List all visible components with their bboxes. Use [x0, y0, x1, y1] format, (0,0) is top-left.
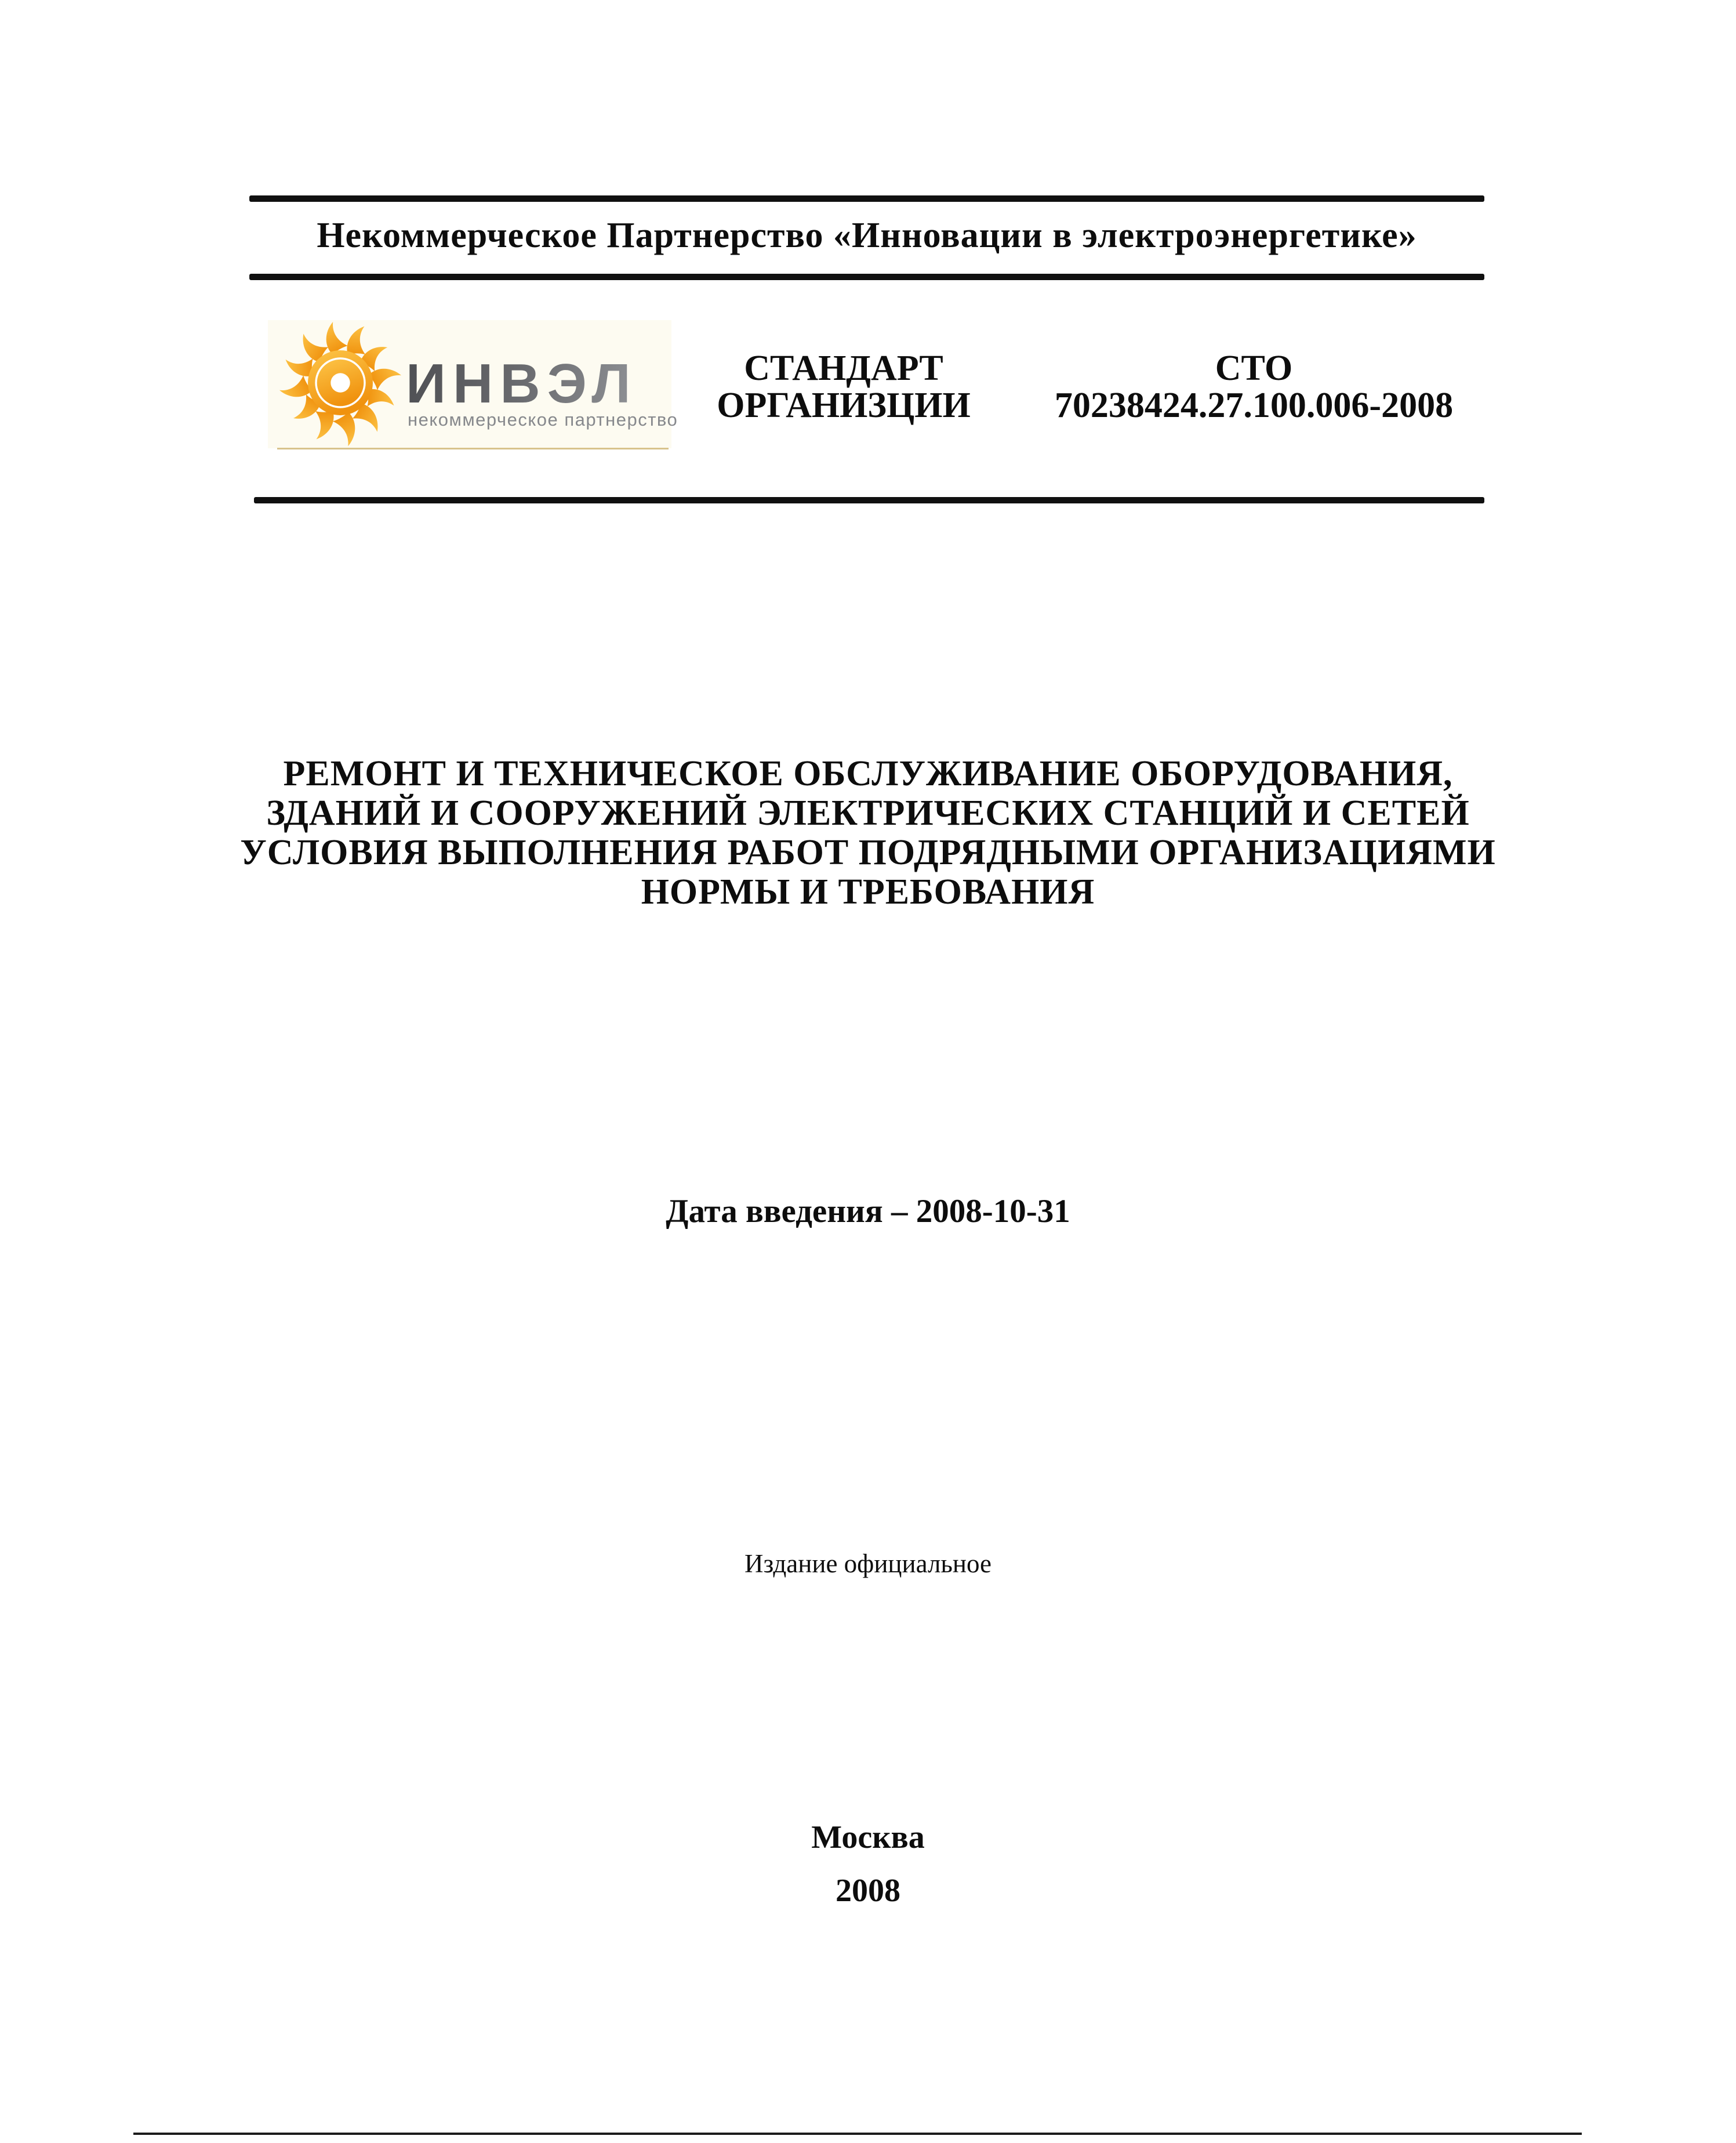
section-rule [254, 497, 1484, 503]
title-line-2: ЗДАНИЙ И СООРУЖЕНИЙ ЭЛЕКТРИЧЕСКИХ СТАНЦИЙ И СЕТЕЙ [266, 793, 1470, 833]
header-rule-top [249, 195, 1484, 202]
title-line-4: НОРМЫ И ТРЕБОВАНИЯ [641, 872, 1095, 912]
doc-code-line1: СТО [1215, 349, 1293, 388]
doc-code-line2: 70238424.27.100.006-2008 [1054, 386, 1454, 425]
logo-underline [277, 448, 669, 449]
effective-date: Дата введения – 2008-10-31 [666, 1193, 1070, 1230]
brand-tagline: некоммерческое партнерство [408, 409, 678, 430]
org-banner: Некоммерческое Партнерство «Инновации в электроэнергетике» [317, 216, 1417, 255]
footer-rule [133, 2133, 1582, 2135]
header-rule-middle [249, 274, 1484, 280]
doc-type-label [707, 350, 980, 424]
publication-year: 2008 [836, 1873, 900, 1909]
doc-type-line1: СТАНДАРТ [744, 349, 943, 388]
brand-name: ИНВЭЛ [406, 353, 638, 415]
doc-code-label [1038, 350, 1470, 424]
sun-swirl-icon [277, 319, 404, 447]
edition-note: Издание официальное [744, 1549, 992, 1578]
doc-type-line2: ОРГАНИЗЦИИ [717, 386, 971, 425]
title-line-1: РЕМОНТ И ТЕХНИЧЕСКОЕ ОБСЛУЖИВАНИЕ ОБОРУДОВАНИЯ, [283, 754, 1453, 793]
document-title [145, 754, 1591, 912]
publication-city: Москва [811, 1819, 925, 1855]
title-line-3: УСЛОВИЯ ВЫПОЛНЕНИЯ РАБОТ ПОДРЯДНЫМИ ОРГАНИЗАЦИЯМИ [240, 833, 1496, 872]
